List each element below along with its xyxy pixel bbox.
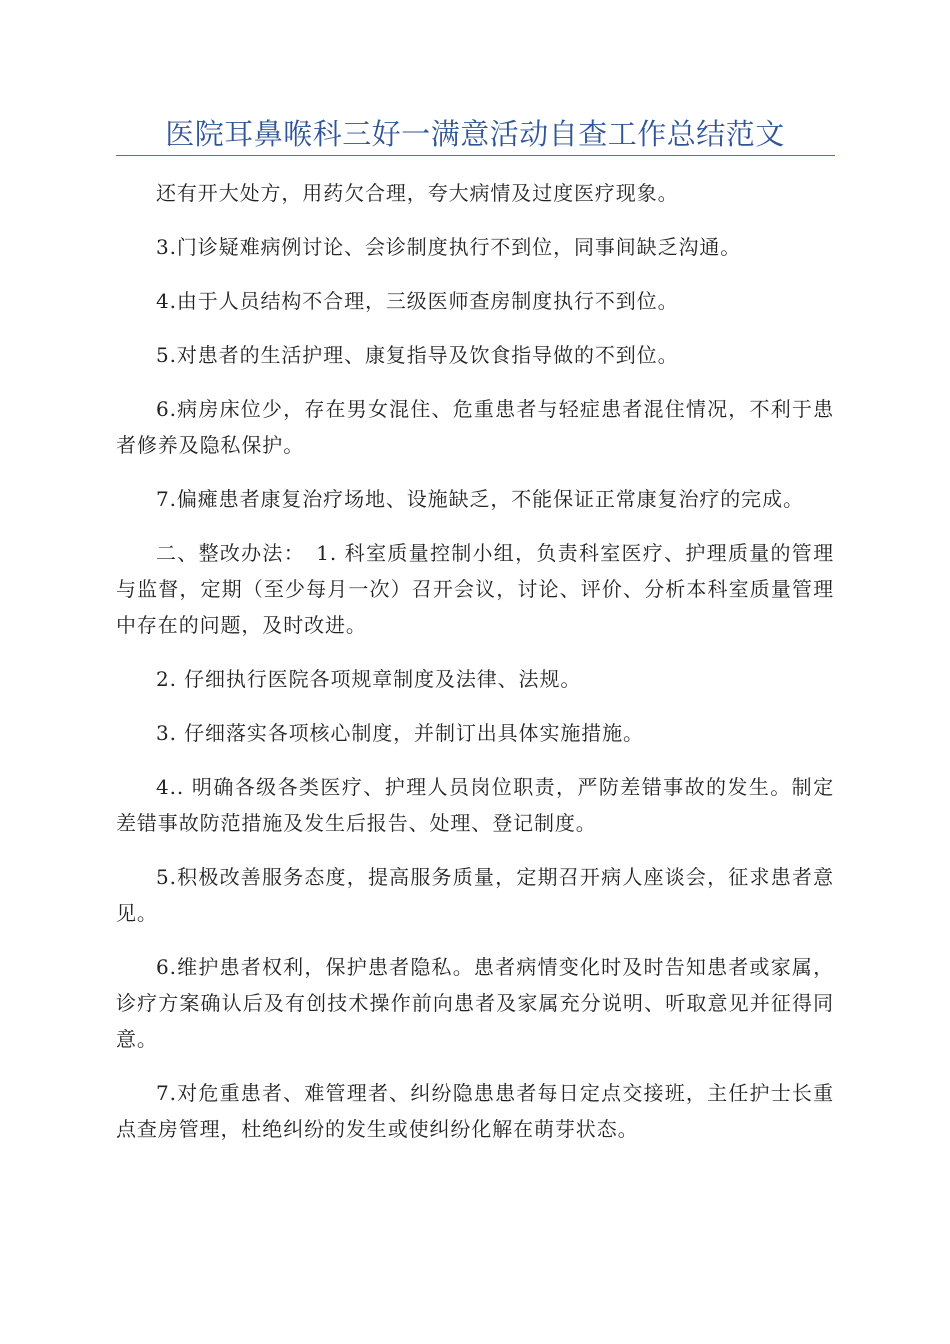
paragraph: 3.门诊疑难病例讨论、会诊制度执行不到位，同事间缺乏沟通。 <box>156 235 742 259</box>
paragraph: 二、整改办法： 1. 科室质量控制小组，负责科室医疗、护理质量的管理与监督，定期（至少每月一次）召开会议，讨论、评价、分析本科室质量管理中存在的问题，及时改进。 <box>116 541 834 637</box>
title-underline <box>116 155 835 156</box>
paragraph: 2. 仔细执行医院各项规章制度及法律、法规。 <box>156 667 582 691</box>
paragraph: 7.偏瘫患者康复治疗场地、设施缺乏，不能保证正常康复治疗的完成。 <box>156 487 804 511</box>
paragraph: 3. 仔细落实各项核心制度，并制订出具体实施措施。 <box>156 721 644 745</box>
paragraph: 5.积极改善服务态度，提高服务质量，定期召开病人座谈会，征求患者意见。 <box>116 865 834 925</box>
paragraph: 7.对危重患者、难管理者、纠纷隐患患者每日定点交接班，主任护士长重点查房管理，杜绝纠纷的发生或使纠纷化解在萌芽状态。 <box>116 1081 834 1141</box>
page-title: 医院耳鼻喉科三好一满意活动自查工作总结范文 <box>165 117 785 151</box>
paragraph: 4.由于人员结构不合理，三级医师查房制度执行不到位。 <box>156 289 679 313</box>
paragraph: 还有开大处方，用药欠合理，夸大病情及过度医疗现象。 <box>156 181 679 205</box>
paragraph: 6.病房床位少，存在男女混住、危重患者与轻症患者混住情况，不利于患者修养及隐私保护。 <box>116 397 834 457</box>
document-body <box>116 175 834 1165</box>
paragraph: 6.维护患者权利，保护患者隐私。患者病情变化时及时告知患者或家属，诊疗方案确认后及有创技术操作前向患者及家属充分说明、听取意见并征得同意。 <box>116 955 834 1051</box>
paragraph: 4.. 明确各级各类医疗、护理人员岗位职责，严防差错事故的发生。制定差错事故防范措施及发生后报告、处理、登记制度。 <box>116 775 834 835</box>
paragraph: 5.对患者的生活护理、康复指导及饮食指导做的不到位。 <box>156 343 679 367</box>
